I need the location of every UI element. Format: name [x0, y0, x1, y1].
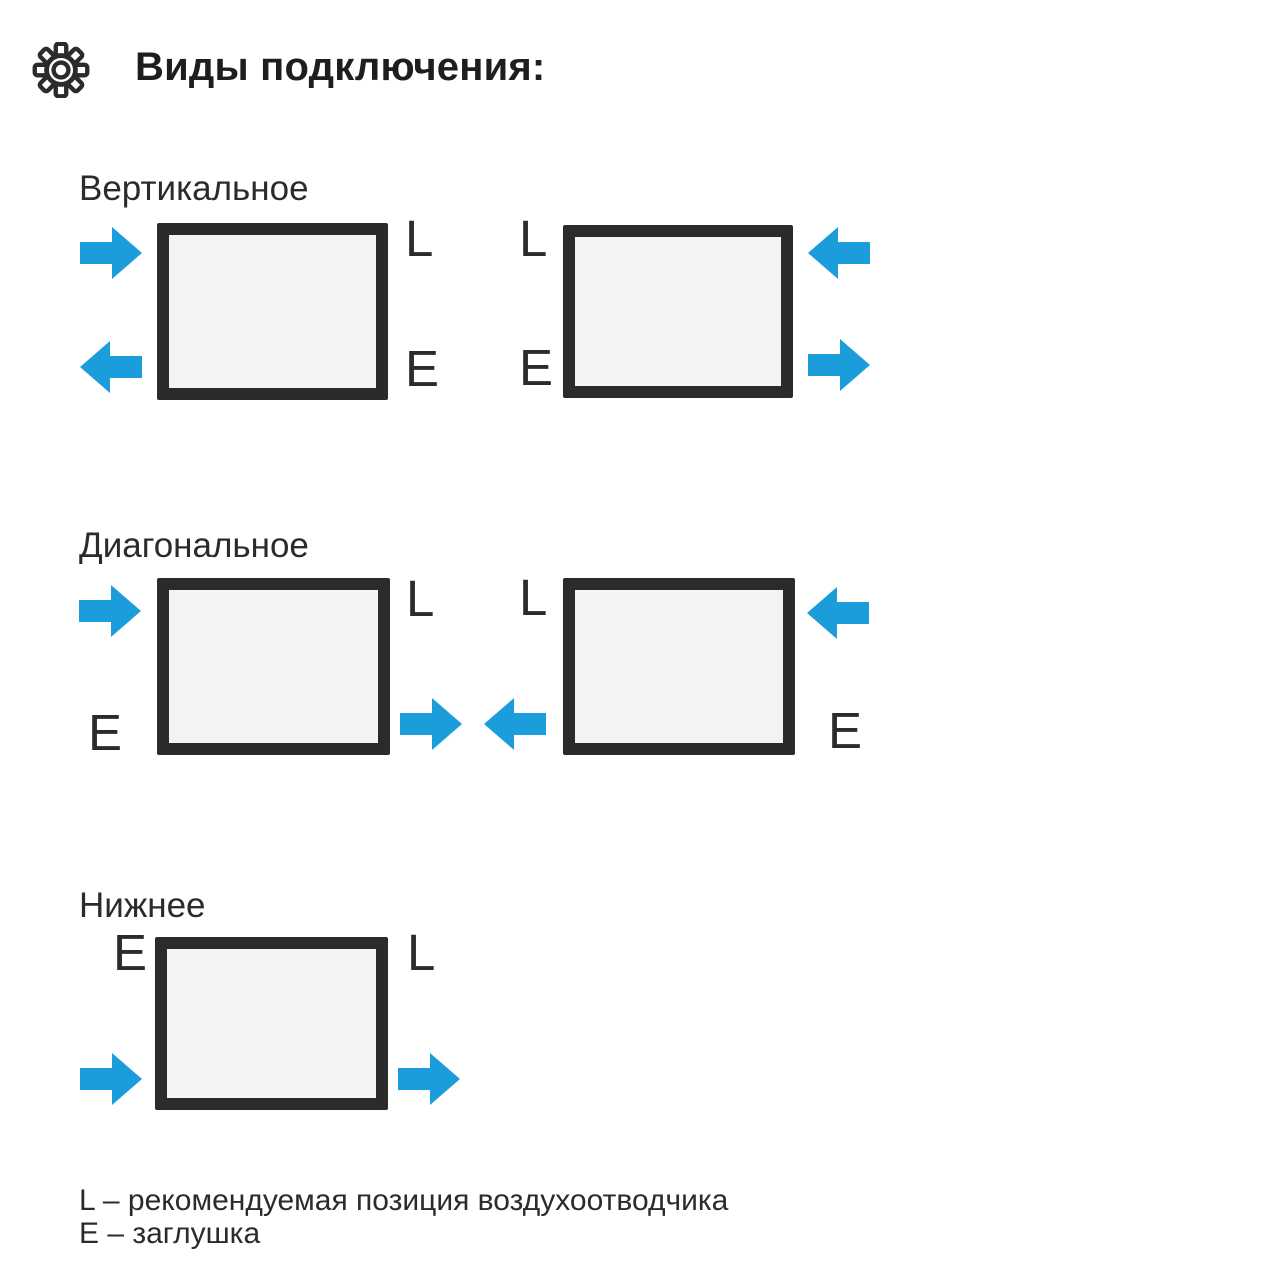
page-title: Виды подключения: — [135, 45, 546, 89]
legend-line-e: E – заглушка — [79, 1217, 261, 1250]
section-title-vertical: Вертикальное — [79, 169, 309, 208]
port-label-e: E — [828, 702, 863, 759]
diagonal-left-outlet-arrow-right-icon — [400, 698, 462, 750]
port-label-e: E — [113, 924, 148, 981]
vertical-left-radiator — [157, 223, 388, 400]
diagonal-right-outlet-arrow-left-icon — [484, 698, 546, 750]
vertical-right-radiator — [563, 225, 793, 398]
vertical-right-inlet-arrow-left-icon — [808, 227, 870, 279]
legend-line-l: L – рекомендуемая позиция воздухоотводчика — [79, 1184, 729, 1217]
bottom-inlet-arrow-right-icon — [80, 1053, 142, 1105]
diagonal-right-radiator — [563, 578, 795, 755]
port-label-e: E — [405, 340, 440, 397]
bottom-outlet-arrow-right-icon — [398, 1053, 460, 1105]
port-label-l: L — [519, 569, 548, 626]
port-label-e: E — [519, 339, 554, 396]
section-title-diagonal: Диагональное — [79, 526, 309, 565]
bottom-radiator — [155, 937, 388, 1110]
diagonal-left-inlet-arrow-right-icon — [79, 585, 141, 637]
vertical-right-outlet-arrow-right-icon — [808, 339, 870, 391]
diagonal-right-inlet-arrow-left-icon — [807, 587, 869, 639]
port-label-l: L — [405, 210, 434, 267]
port-label-l: L — [519, 210, 548, 267]
gear-icon — [32, 42, 90, 98]
diagonal-left-radiator — [157, 578, 390, 755]
port-label-l: L — [407, 924, 436, 981]
vertical-left-outlet-arrow-left-icon — [80, 341, 142, 393]
vertical-left-inlet-arrow-right-icon — [80, 227, 142, 279]
section-title-bottom: Нижнее — [79, 886, 206, 925]
port-label-e: E — [88, 704, 123, 761]
port-label-l: L — [406, 570, 435, 627]
